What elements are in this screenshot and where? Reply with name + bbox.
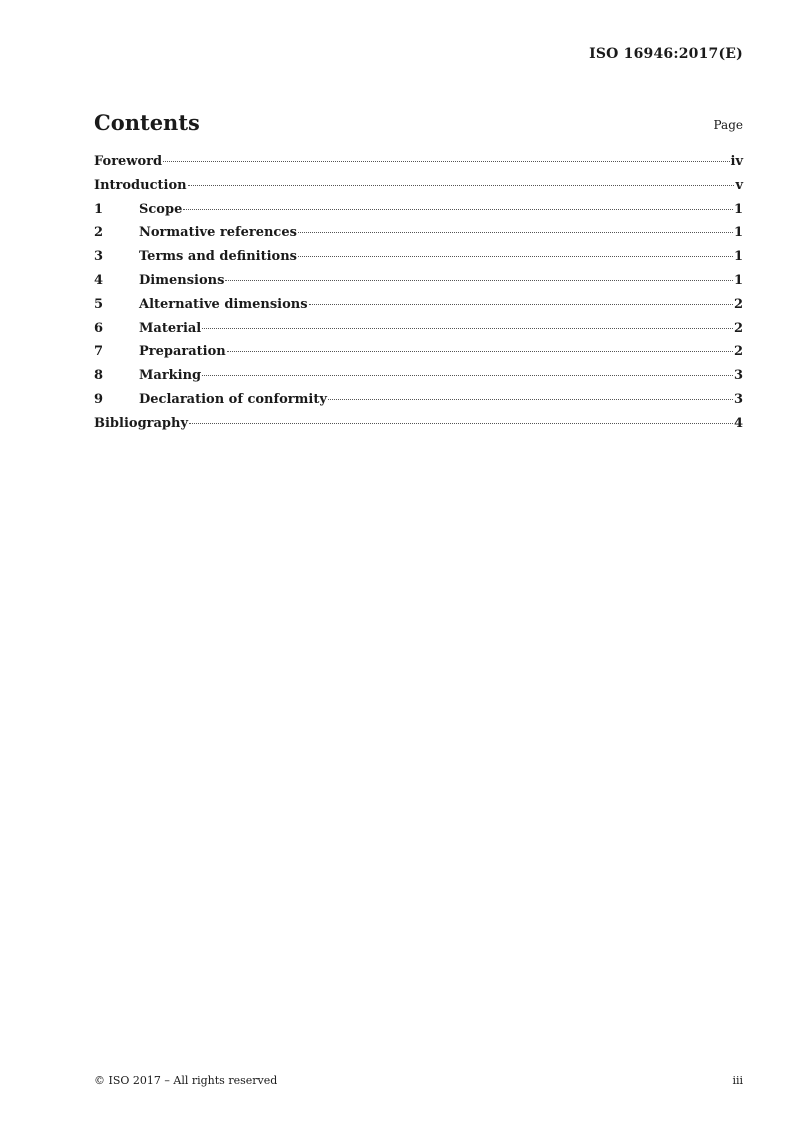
- toc-entry-number: 7: [94, 344, 104, 360]
- toc-entry-page: 2: [733, 344, 743, 360]
- toc-entry-normative-references[interactable]: [94, 225, 743, 249]
- toc-dot-leader: [202, 375, 733, 376]
- toc-entry-title: Material: [139, 320, 202, 336]
- toc-entry-number: 1: [94, 201, 104, 217]
- toc-entry-page: 4: [733, 415, 743, 431]
- toc-entry-preparation[interactable]: [94, 344, 743, 368]
- toc-entry-bibliography[interactable]: [94, 416, 743, 440]
- toc-entry-page: v: [735, 177, 743, 193]
- document-identifier: ISO 16946:2017(E): [589, 46, 743, 62]
- toc-entry-terms-and-definitions[interactable]: [94, 249, 743, 273]
- toc-entry-number: 4: [94, 272, 104, 288]
- toc-entry-material[interactable]: [94, 321, 743, 345]
- toc-dot-leader: [202, 328, 733, 329]
- toc-entry-number: 9: [94, 391, 104, 407]
- toc-entry-page: 2: [733, 296, 743, 312]
- toc-entry-title: Preparation: [139, 344, 226, 360]
- toc-entry-title: Normative references: [139, 225, 297, 241]
- toc-entry-title: Foreword: [94, 154, 163, 169]
- toc-dot-leader: [227, 351, 733, 352]
- toc-entry-title: Dimensions: [139, 272, 225, 288]
- toc-dot-leader: [183, 209, 733, 210]
- toc-entry-title: Declaration of conformity: [139, 391, 327, 407]
- toc-entry-declaration-of-conformity[interactable]: [94, 392, 743, 416]
- toc-entry-page: 3: [733, 391, 743, 407]
- toc-entry-number: 2: [94, 225, 104, 241]
- toc-entry-foreword[interactable]: [94, 154, 743, 178]
- toc-entry-dimensions[interactable]: [94, 273, 743, 297]
- toc-entry-page: 1: [733, 225, 743, 241]
- toc-dot-leader: [298, 256, 733, 257]
- toc-entry-title: Scope: [139, 201, 183, 217]
- contents-title: Contents: [94, 110, 200, 135]
- toc-entry-title: Introduction: [94, 177, 187, 193]
- page-number: iii: [732, 1074, 743, 1087]
- toc-entry-number: 6: [94, 320, 104, 336]
- toc-entry-page: 1: [733, 272, 743, 288]
- page-footer: [94, 1074, 743, 1090]
- toc-entry-title: Marking: [139, 368, 202, 384]
- toc-dot-leader: [189, 423, 733, 424]
- toc-entry-alternative-dimensions[interactable]: [94, 297, 743, 321]
- toc-dot-leader: [188, 185, 735, 186]
- toc-entry-introduction[interactable]: [94, 178, 743, 202]
- copyright-notice: © ISO 2017 – All rights reserved: [94, 1074, 278, 1087]
- toc-dot-leader: [225, 280, 733, 281]
- toc-entry-number: 8: [94, 368, 104, 384]
- toc-entry-title: Bibliography: [94, 415, 189, 431]
- toc-entry-page: 2: [733, 320, 743, 336]
- toc-dot-leader: [328, 399, 733, 400]
- toc-entry-page: 3: [733, 368, 743, 384]
- toc-dot-leader: [309, 304, 733, 305]
- toc-entry-page: 1: [733, 249, 743, 265]
- page-column-label: Page: [713, 118, 743, 132]
- contents-header: [94, 110, 743, 140]
- toc-entry-page: iv: [730, 154, 743, 169]
- table-of-contents: [94, 154, 743, 440]
- toc-entry-title: Alternative dimensions: [139, 296, 308, 312]
- toc-entry-page: 1: [733, 201, 743, 217]
- toc-dot-leader: [298, 232, 733, 233]
- toc-dot-leader: [163, 161, 729, 162]
- toc-entry-scope[interactable]: [94, 202, 743, 226]
- toc-entry-number: 3: [94, 249, 104, 265]
- toc-entry-title: Terms and definitions: [139, 249, 297, 265]
- toc-entry-marking[interactable]: [94, 368, 743, 392]
- toc-entry-number: 5: [94, 296, 104, 312]
